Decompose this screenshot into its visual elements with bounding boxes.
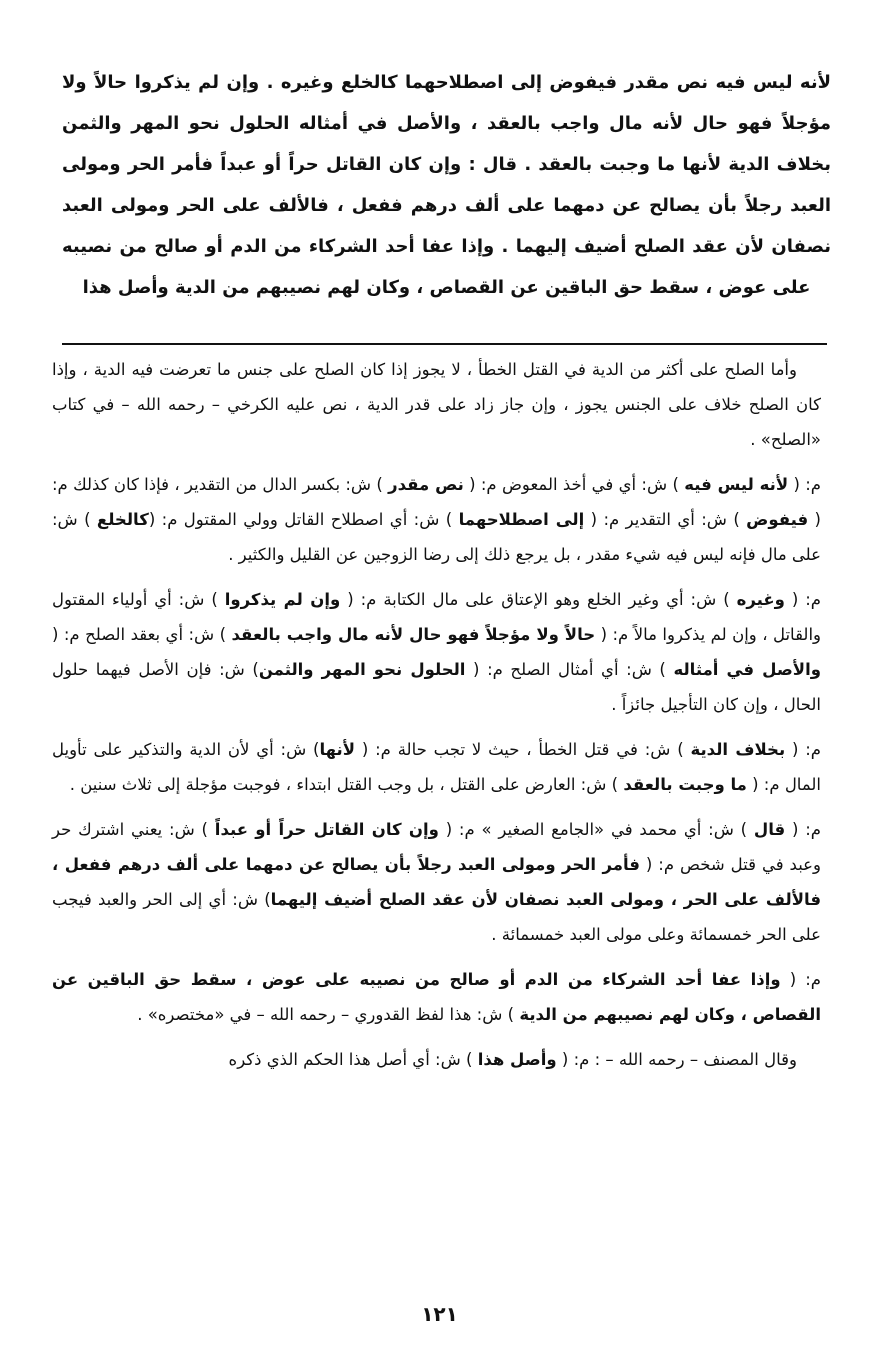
- quoted-matn-text: بخلاف الدية: [690, 740, 786, 759]
- quoted-matn-text: وإن لم يذكروا: [224, 590, 341, 609]
- commentary-text: ) ش: في قتل الخطأ ، حيث لا تجب حالة م: (: [355, 740, 691, 759]
- commentary-text: ) ش: أي في أخذ المعوض م: (: [463, 475, 685, 494]
- commentary-text: ) ش: أي التقدير م: (: [584, 510, 747, 529]
- page-number: ١٢١: [421, 1302, 458, 1326]
- commentary-text: ) ش: أي اصطلاح القاتل وولي المقتول م: (: [148, 510, 459, 529]
- quoted-matn-text: لأنه ليس فيه: [684, 475, 789, 494]
- commentary-paragraph: [52, 732, 821, 802]
- commentary-text: وأما الصلح على أكثر من الدية في القتل الخطأ ، لا يجوز إذا كان الصلح على جنس ما تعرضت فيه الدية ، وإذا كان الصلح خلاف على الجنس يجوز ، وإن جاز زاد على قدر الدية ، نص عليه الكرخي – رحمه الله – في كتاب «الصلح» .: [52, 360, 821, 449]
- commentary-text: ) ش: العارض على القتل ، بل وجب القتل ابتداء ، فوجبت مؤجلة إلى ثلاث سنين .: [69, 775, 624, 794]
- quoted-matn-text: وإن كان القاتل حراً أو عبداً: [214, 820, 439, 839]
- commentary-text: ) ش: أي محمد في «الجامع الصغير » م: (: [438, 820, 754, 839]
- commentary-text: م: (: [785, 820, 822, 839]
- commentary-paragraph: [52, 352, 821, 457]
- quoted-matn-text: فأمر الحر ومولى العبد رجلاً بأن يصالح عن دمهما على ألف درهم ففعل ، فالألف على الحر ، ومولى العبد نصفان لأن عقد الصلح أضيف إليهما: [52, 855, 821, 909]
- quoted-matn-text: قال: [753, 820, 786, 839]
- commentary-text: م: (: [788, 475, 822, 494]
- quoted-matn-text: وإذا عفا أحد الشركاء من الدم أو صالح من نصيبه على عوض ، سقط حق الباقين عن القصاص ، وكان لهم نصيبهم من الدية: [52, 970, 821, 1024]
- quoted-matn-text: الحلول نحو المهر والثمن: [258, 660, 466, 679]
- separator-rule: [62, 343, 827, 345]
- commentary-text: ) ش: أي أصل هذا الحكم الذي ذكره: [228, 1050, 478, 1069]
- commentary-paragraph: [52, 812, 821, 952]
- commentary-text: ) ش: على مال فإنه ليس فيه شيء مقدر ، بل يرجع ذلك إلى رضا الزوجين عن القليل والكثير .: [52, 510, 821, 564]
- quoted-matn-text: حالاً ولا مؤجلاً فهو حال لأنه مال واجب بالعقد: [231, 625, 596, 644]
- quoted-matn-text: إلى اصطلاحهما: [458, 510, 585, 529]
- commentary-text: ) ش: هذا لفظ القدوري – رحمه الله – في «مختصره» .: [137, 1005, 520, 1024]
- commentary-paragraph: [52, 1042, 821, 1077]
- commentary-text: ) ش: فإن الأصل فيهما حلول الحال ، وإن كان التأجيل جائزاً .: [52, 660, 821, 714]
- commentary-text: ) ش: يعني اشترك حر وعبد في قتل شخص م: (: [52, 820, 821, 874]
- commentary-text: ) ش: بكسر الدال من التقدير ، فإذا كان كذلك م: (: [52, 475, 821, 529]
- commentary-text: م: (: [785, 740, 821, 759]
- commentary-text: ) ش: أي أولياء المقتول والقاتل ، وإن لم يذكروا مالاً م: (: [52, 590, 821, 644]
- main-text-block: لأنه ليس فيه نص مقدر فيفوض إلى اصطلاحهما كالخلع وغيره . وإن لم يذكروا حالاً ولا مؤجلاً فهو حال لأنه مال واجب بالعقد ، والأصل في أمثاله الحلول نحو المهر والثمن بخلاف الدية لأنها ما وجبت بالعقد . قال : وإن كان القاتل حراً أو عبداً فأمر الحر ومولى العبد رجلاً بأن يصالح عن دمهما على ألف درهم ففعل ، فالألف على الحر ومولى العبد نصفان لأن عقد الصلح أضيف إليهما . وإذا عفا أحد الشركاء من الدم أو صالح من نصيبه على عوض ، سقط حق الباقين عن القصاص ، وكان لهم نصيبهم من الدية وأصل هذا: [62, 72, 831, 298]
- quoted-matn-text: والأصل في أمثاله: [673, 660, 821, 679]
- commentary-text: ) ش: أي إلى الحر والعبد فيجب على الحر خمسمائة وعلى مولى العبد خمسمائة .: [52, 890, 821, 944]
- quoted-matn-text: نص مقدر: [388, 475, 464, 494]
- commentary-text: ) ش: أي بعقد الصلح م: (: [52, 625, 232, 644]
- quoted-matn-text: كالخلع: [96, 510, 149, 529]
- quoted-matn-text: لأنها: [319, 740, 356, 759]
- commentary-paragraph: [52, 582, 821, 722]
- commentary-block: [52, 352, 821, 1077]
- quoted-matn-text: وأصل هذا: [477, 1050, 557, 1069]
- commentary-text: ) ش: أي لأن الدية والتذكير على تأويل المال م: (: [52, 740, 821, 794]
- quoted-matn-text: فيفوض: [746, 510, 809, 529]
- quoted-matn-text: وغيره: [736, 590, 785, 609]
- commentary-text: ) ش: أي أمثال الصلح م: (: [465, 660, 674, 679]
- commentary-text: ) ش: أي وغير الخلع وهو الإعتاق على مال الكتابة م: (: [340, 590, 737, 609]
- commentary-paragraph: [52, 962, 821, 1032]
- commentary-text: وقال المصنف – رحمه الله – : م: (: [556, 1050, 797, 1069]
- commentary-text: م: (: [780, 970, 822, 989]
- quoted-matn-text: ما وجبت بالعقد: [623, 775, 747, 794]
- commentary-paragraph: [52, 467, 821, 572]
- commentary-text: م: (: [784, 590, 821, 609]
